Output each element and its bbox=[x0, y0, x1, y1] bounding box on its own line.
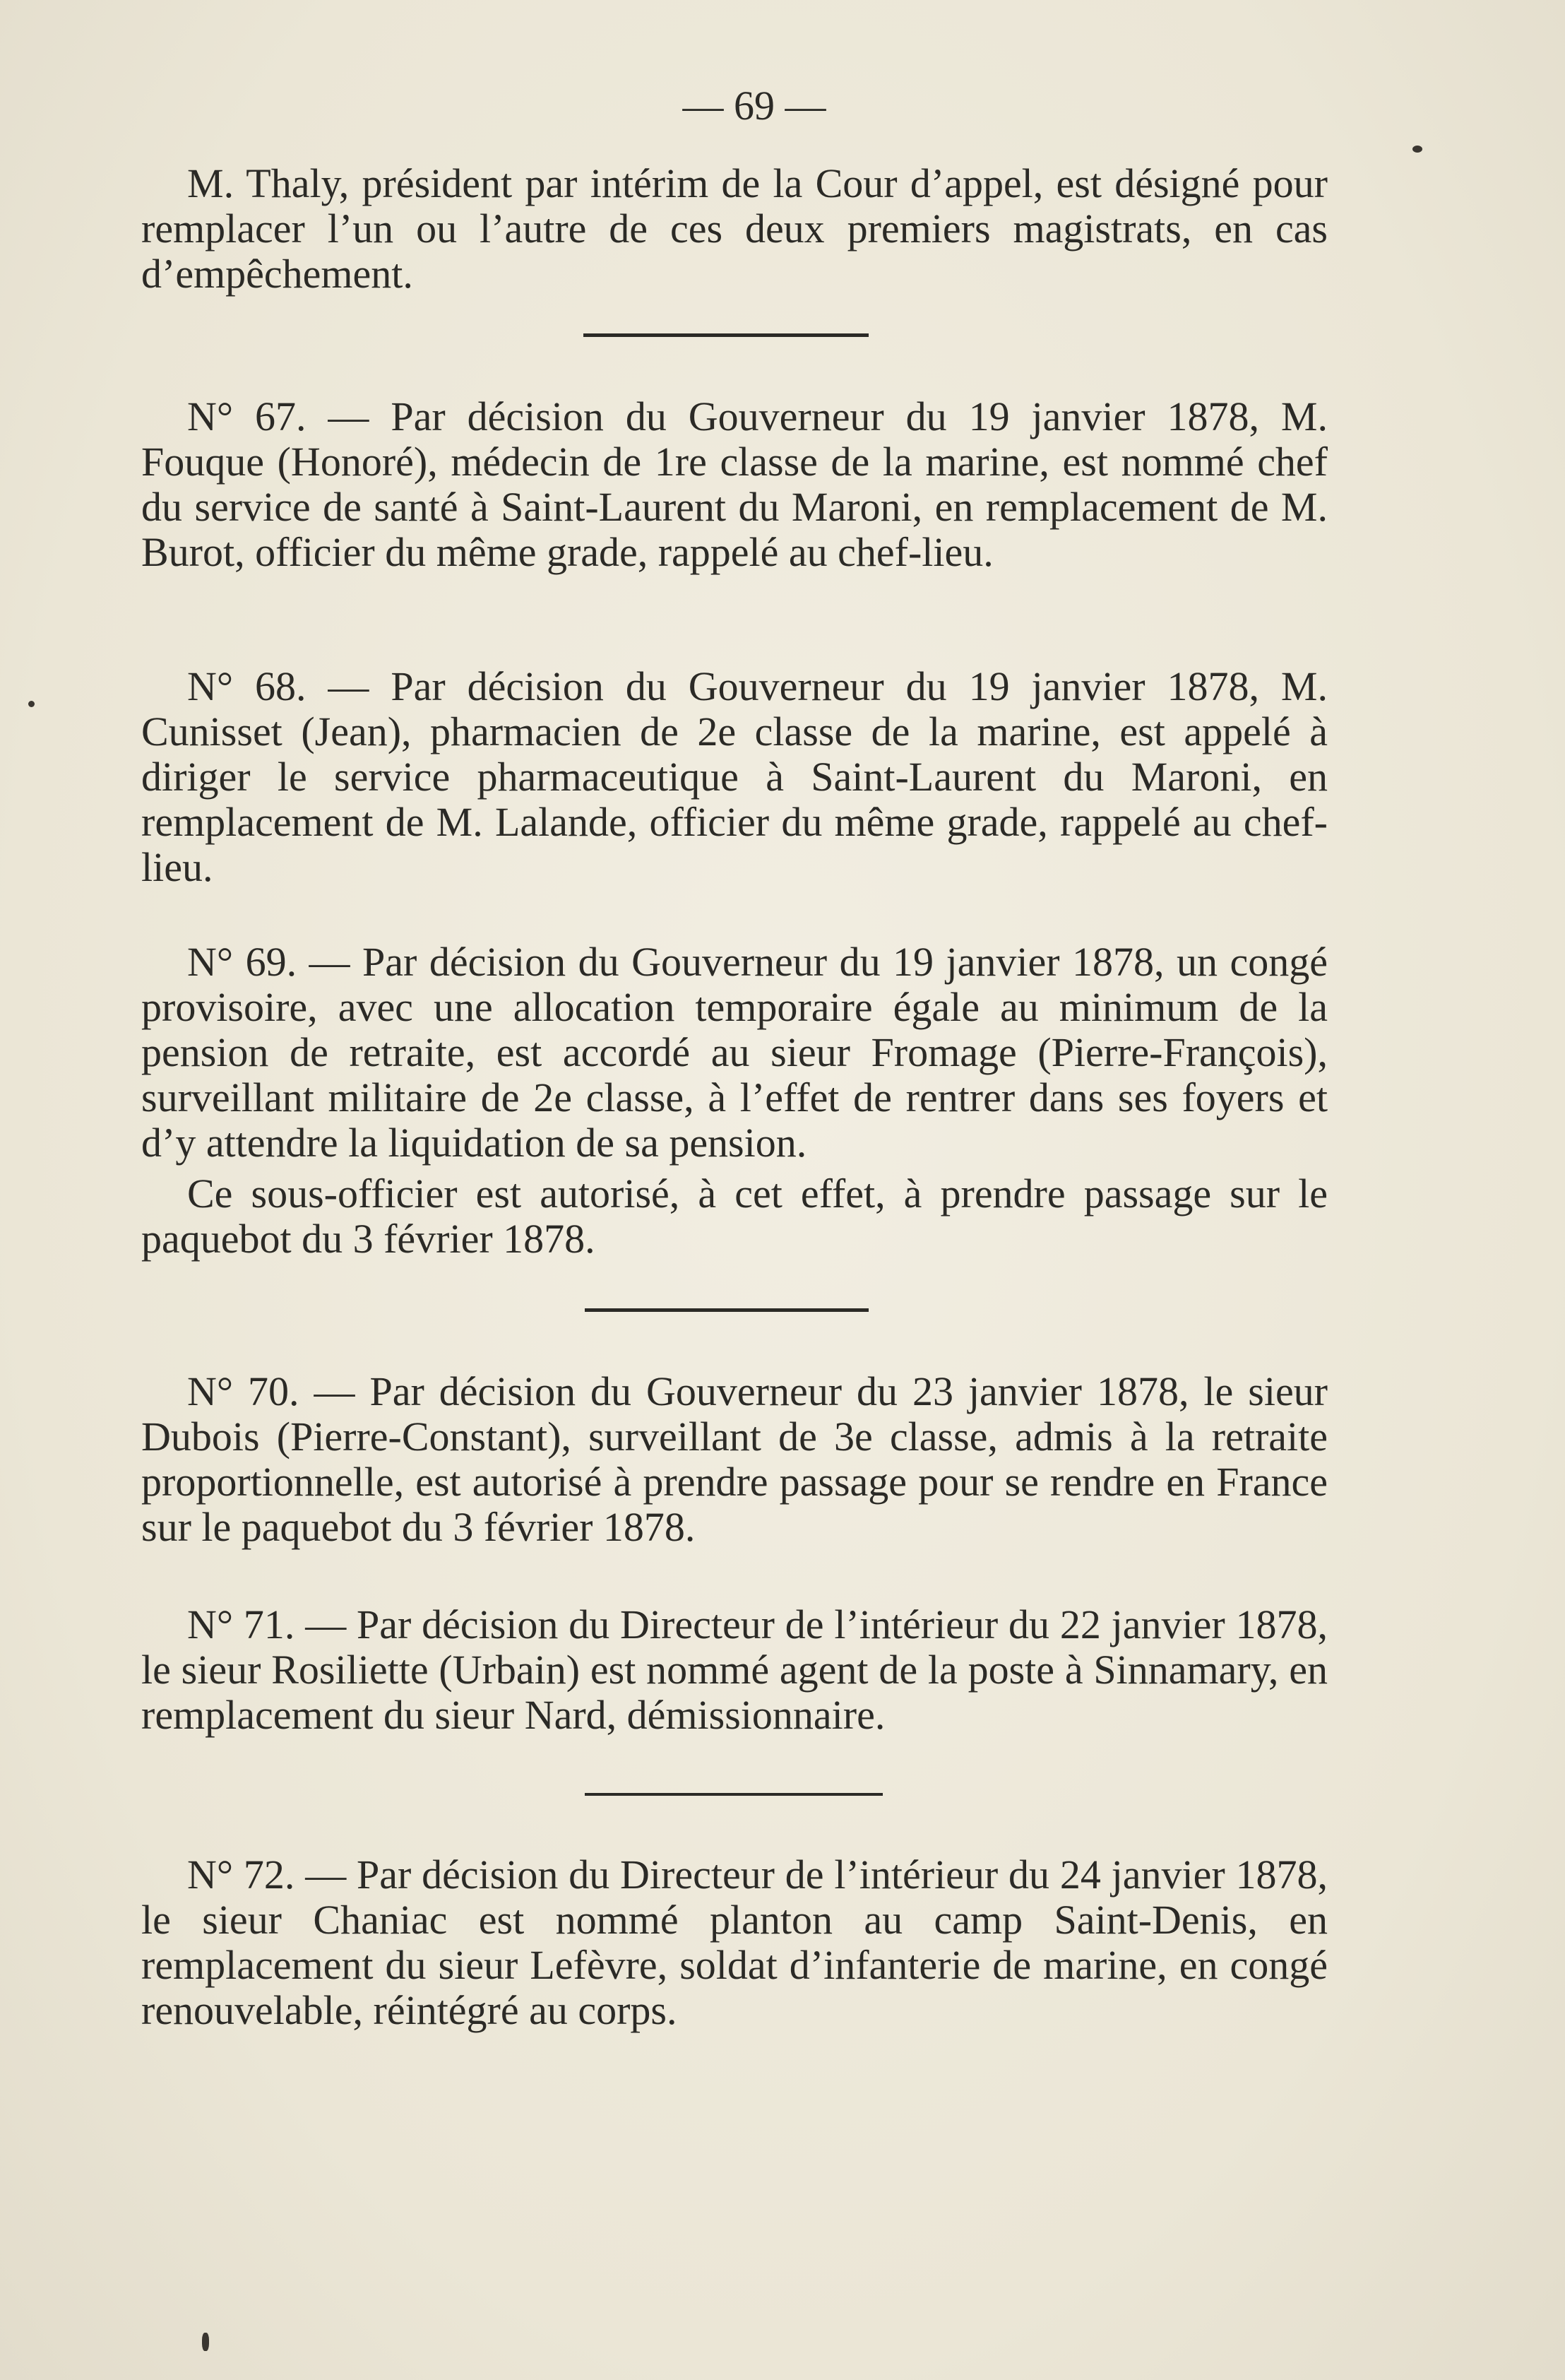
section-divider bbox=[585, 1793, 883, 1796]
paper-speck bbox=[28, 701, 35, 707]
paper-speck bbox=[1412, 146, 1422, 153]
section-divider bbox=[585, 1308, 869, 1312]
decision-69 bbox=[141, 940, 1328, 1166]
decision-69-continuation bbox=[141, 1171, 1328, 1262]
decision-71 bbox=[141, 1602, 1328, 1738]
section-divider bbox=[583, 333, 869, 337]
paragraph-text: N° 71. — Par décision du Directeur de l’intérieur du 22 janvier 1878, le sieur Rosiliette (Urbain) est nommé agent de la poste à Sinnamary, en remplacement du sieur Nard, démissionnaire. bbox=[141, 1602, 1328, 1738]
decision-72 bbox=[141, 1852, 1328, 2033]
paragraph-text: N° 68. — Par décision du Gouverneur du 19 janvier 1878, M. Cunisset (Jean), pharmacien de 2e classe de la marine, est appelé à diriger le service pharmaceutique à Saint-Laurent du Maroni, en remplacement de M. Lalande, officier du même grade, rappelé au chef-lieu. bbox=[141, 663, 1328, 890]
paragraph-text: N° 69. — Par décision du Gouverneur du 19 janvier 1878, un congé provisoire, avec une allocation temporaire égale au minimum de la pension de retraite, est accordé au sieur Fromage (Pierre-François), surveillant militaire de 2e classe, à l’effet de rentrer dans ses foyers et d’y attendre la liquidation de sa pension. bbox=[141, 939, 1328, 1166]
paragraph-text: N° 67. — Par décision du Gouverneur du 19 janvier 1878, M. Fouque (Honoré), médecin de 1re classe de la marine, est nommé chef du service de santé à Saint-Laurent du Maroni, en remplacement de M. Burot, officier du même grade, rappelé au chef-lieu. bbox=[141, 393, 1328, 575]
paper-speck bbox=[202, 2333, 209, 2351]
paragraph-text: M. Thaly, président par intérim de la Cour d’appel, est désigné pour remplacer l’un ou l’autre de ces deux premiers magistrats, en cas d’empêchement. bbox=[141, 160, 1328, 297]
paragraph-thaly bbox=[141, 161, 1328, 297]
paragraph-text: N° 70. — Par décision du Gouverneur du 23 janvier 1878, le sieur Dubois (Pierre-Constant), surveillant de 3e classe, admis à la retraite proportionnelle, est autorisé à prendre passage pour se rendre en France sur le paquebot du 3 février 1878. bbox=[141, 1368, 1328, 1550]
decision-67 bbox=[141, 394, 1328, 575]
paragraph-text: Ce sous-officier est autorisé, à cet effet, à prendre passage sur le paquebot du 3 février 1878. bbox=[141, 1171, 1328, 1262]
paragraph-text: N° 72. — Par décision du Directeur de l’intérieur du 24 janvier 1878, le sieur Chaniac est nommé planton au camp Saint-Denis, en remplacement du sieur Lefèvre, soldat d’infanterie de marine, en congé renouvelable, réintégré au corps. bbox=[141, 1852, 1328, 2033]
page-number: — 69 — bbox=[682, 83, 826, 129]
decision-68 bbox=[141, 664, 1328, 890]
decision-70 bbox=[141, 1369, 1328, 1550]
